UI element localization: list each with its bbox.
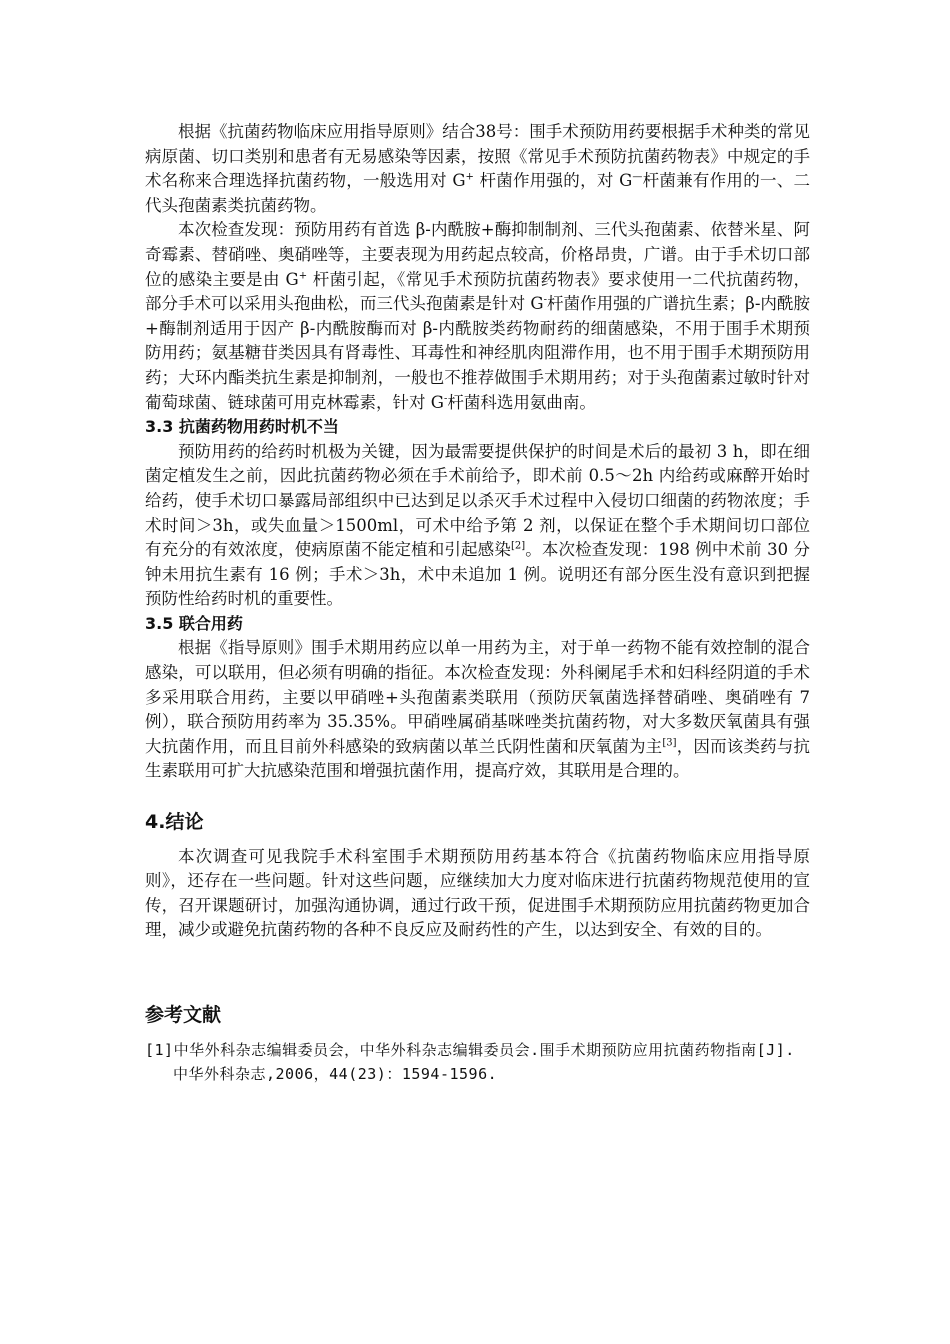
- conclusion-heading: 4.结论: [145, 811, 204, 834]
- section-heading-combination: 3.5 联合用药: [145, 613, 243, 633]
- references-heading: 参考文献: [145, 1004, 222, 1026]
- reference-item: [1]中华外科杂志编辑委员会，中华外科杂志编辑委员会.围手术期预防应用抗菌药物指南[J].中华外科杂志,2006，44(23)：1594-1596.: [145, 1040, 795, 1083]
- citation-3: [3]: [662, 737, 677, 749]
- document-page: [145, 120, 810, 1086]
- section-heading-timing: 3.3 抗菌药物用药时机不当: [145, 417, 339, 437]
- paragraph-combination: 根据《指导原则》围手术期用药应以单一用药为主，对于单一药物不能有效控制的混合感染，可以联用，但必须有明确的指征。本次检查发现：外科阑尾手术和妇科经阴道的手术多采用联合用药，主要以甲硝唑+头孢菌素类联用（预防厌氧菌选择替硝唑、奥硝唑有 7 例），联合预防用药率为 35.35%。甲硝唑属硝基咪唑类抗菌药物，对大多数厌氧菌具有强大抗菌作用，而且目前外科感染的致病菌以革兰氏阴性菌和厌氧菌为主[3]，因而该类药与抗生素联用可扩大抗感染范围和增强抗菌作用，提高疗效，其联用是合理的。: [145, 638, 811, 781]
- conclusion-paragraph: 本次调查可见我院手术科室围手术期预防用药基本符合《抗菌药物临床应用指导原则》，还存在一些问题。针对这些问题，应继续加大力度对临床进行抗菌药物规范使用的宣传，召开课题研讨，加强沟通协调，通过行政干预，促进围手术期预防应用抗菌药物更加合理，减少或避免抗菌药物的各种不良反应及耐药性的产生，以达到安全、有效的目的。: [145, 846, 810, 940]
- paragraph-timing: 预防用药的给药时机极为关键，因为最需要提供保护的时间是术后的最初 3 h，即在细菌定植发生之前，因此抗菌药物必须在手术前给予，即术前 0.5～2h 内给药或麻醉开始时给药，使手术切口暴露局部组织中已达到足以杀灭手术过程中入侵切口细菌的药物浓度；手术时间＞3h，或失血量＞1500ml，可术中给予第 2 剂，以保证在整个手术期间切口部位有充分的有效浓度，使病原菌不能定植和引起感染[2]。本次检查发现：198 例中术前 30 分钟未用抗生素有 16 例；手术＞3h，术中未追加 1 例。说明还有部分医生没有意识到把握预防性给药时机的重要性。: [145, 441, 810, 609]
- citation-2: [2]: [510, 540, 526, 552]
- paragraph-selection-principle: 根据《抗菌药物临床应用指导原则》结合38号：围手术预防用药要根据手术种类的常见病原菌、切口类别和患者有无易感染等因素，按照《常见手术预防抗菌药物表》中规定的手术名称来合理选择抗菌药物，一般选用对 G+ 杆菌作用强的，对 G—杆菌兼有作用的一、二代头孢菌素类抗菌药物。: [145, 122, 811, 215]
- paragraph-inspection-findings: 本次检查发现：预防用药有首选 β-内酰胺+酶抑制制剂、三代头孢菌素、依替米星、阿奇霉素、替硝唑、奥硝唑等，主要表现为用药起点较高，价格昂贵，广谱。由于手术切口部位的感染主要是由 G+ 杆菌引起，《常见手术预防抗菌药物表》要求使用一二代抗菌药物，部分手术可以采用头孢曲松，而三代头孢菌素是针对 G-杆菌作用强的广谱抗生素；β-内酰胺+酶制剂适用于因产 β-内酰胺酶而对 β-内酰胺类药物耐药的细菌感染，不用于围手术期预防用药；氨基糖苷类因具有肾毒性、耳毒性和神经肌肉阻滞作用，也不用于围手术期预防用药；大环内酯类抗生素是抑制剂，一般也不推荐做围手术期用药；对于头孢菌素过敏时针对葡萄球菌、链球菌可用克林霉素，针对 G-杆菌科选用氨曲南。: [145, 220, 810, 412]
